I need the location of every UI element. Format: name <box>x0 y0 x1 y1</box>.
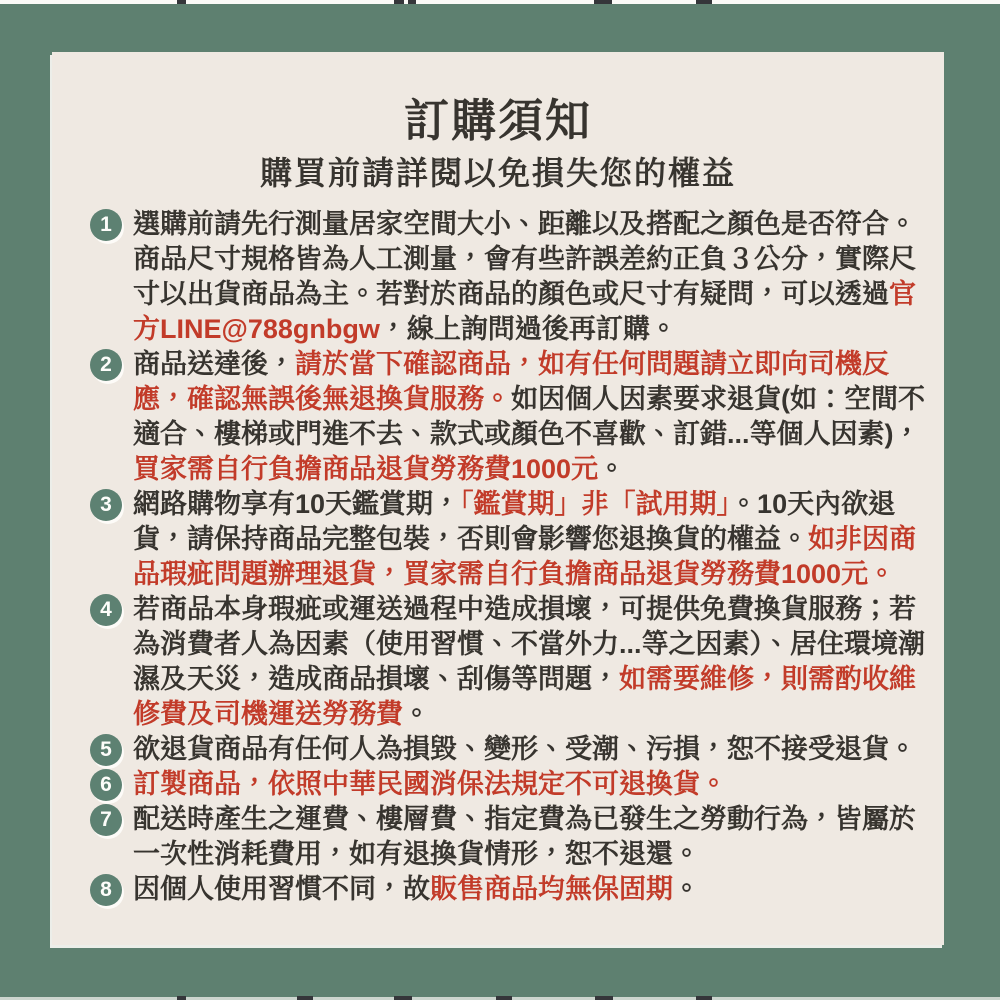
top-edge-artifact <box>0 0 1000 4</box>
notice-text-segment: 。 <box>673 874 700 904</box>
notice-item-text <box>133 769 727 799</box>
notice-item-2 <box>90 347 928 487</box>
item-number-badge: 1 <box>90 209 122 241</box>
notice-text-segment: 欲退貨商品有任何人為損毀、變形、受潮、污損，恕不接受退貨。 <box>133 734 916 764</box>
notice-text-segment: ，線上詢問過後再訂購。 <box>379 314 677 344</box>
notice-item-5 <box>90 732 928 767</box>
item-number-badge: 3 <box>90 489 122 521</box>
page-title: 訂購須知 <box>403 95 592 146</box>
notice-text-segment: 選購前請先行測量居家空間大小、距離以及搭配之顏色是否符合。商品尺寸規格皆為人工測量，會有些許誤差約正負３公分，實際尺寸以出貨商品為主。若對於商品的顏色或尺寸有疑問，可以透過 <box>133 209 916 309</box>
notice-text-segment: 官方LINE@788gnbgw <box>133 279 916 344</box>
item-number-badge: 8 <box>90 874 122 906</box>
notice-text-segment: 如非因商品瑕疵問題辦理退貨，買家需自行負擔商品退貨勞務費1000元。 <box>133 524 916 589</box>
item-number-badge: 4 <box>90 594 122 626</box>
notice-text-segment: 。 <box>403 699 430 729</box>
item-number-badge: 5 <box>90 734 122 766</box>
page-subtitle: 購買前請詳閱以免損失您的權益 <box>259 155 736 191</box>
notice-text-segment: 網路購物享有10天鑑賞期， <box>133 489 461 519</box>
notice-text-segment: 如需要維修，則需酌收維修費及司機運送勞務費 <box>133 664 916 729</box>
notice-text-segment: 。10天內欲退貨，請保持商品完整包裝，否則會影響您退換貨的權益。 <box>133 489 896 554</box>
notice-item-3 <box>90 487 928 592</box>
notice-text-segment: 請於當下確認商品，如有任何問題請立即向司機反應，確認無誤後無退換貨服務。 <box>133 349 889 414</box>
notice-text-segment: 訂製商品，依照中華民國消保法規定不可退換貨。 <box>133 769 727 799</box>
notice-text-segment: 配送時產生之運費、樓層費、指定費為已發生之勞動行為，皆屬於一次性消耗費用，如有退換貨情形，恕不退還。 <box>133 804 916 869</box>
notice-item-text <box>133 594 925 729</box>
notice-item-text <box>133 209 916 344</box>
notice-panel <box>52 52 944 945</box>
notice-text-segment: 「鑑賞期」非「試用期」 <box>460 489 731 519</box>
item-number-badge: 7 <box>90 804 122 836</box>
notice-item-6 <box>90 767 928 802</box>
notice-item-8 <box>90 872 928 907</box>
item-number-badge: 6 <box>90 769 122 801</box>
notice-item-text <box>133 874 700 904</box>
notice-item-1 <box>90 207 928 347</box>
notice-text-segment: 。 <box>598 454 626 484</box>
notice-item-7 <box>90 802 928 872</box>
notice-text-segment: 買家需自行負擔商品退貨勞務費1000元 <box>133 454 599 484</box>
notice-text-segment: 如因個人因素要求退貨(如：空間不適合、樓梯或門進不去、款式或顏色不喜歡、訂錯...等個人因素)， <box>133 384 925 449</box>
notice-list <box>90 207 928 907</box>
notice-text-segment: 因個人使用習慣不同，故 <box>133 874 430 904</box>
notice-text-segment: 若商品本身瑕疵或運送過程中造成損壞，可提供免費換貨服務；若為消費者人為因素（使用習慣、不當外力...等之因素）、居住環境潮濕及天災，造成商品損壞、刮傷等問題， <box>133 594 926 694</box>
notice-text-segment: 販售商品均無保固期 <box>430 874 673 904</box>
notice-item-text <box>133 349 925 484</box>
notice-item-4 <box>90 592 928 732</box>
notice-text-segment: 商品送達後， <box>133 349 295 379</box>
notice-item-text <box>133 734 916 764</box>
notice-item-text <box>133 489 916 589</box>
item-number-badge: 2 <box>90 349 122 381</box>
notice-item-text <box>133 804 916 869</box>
